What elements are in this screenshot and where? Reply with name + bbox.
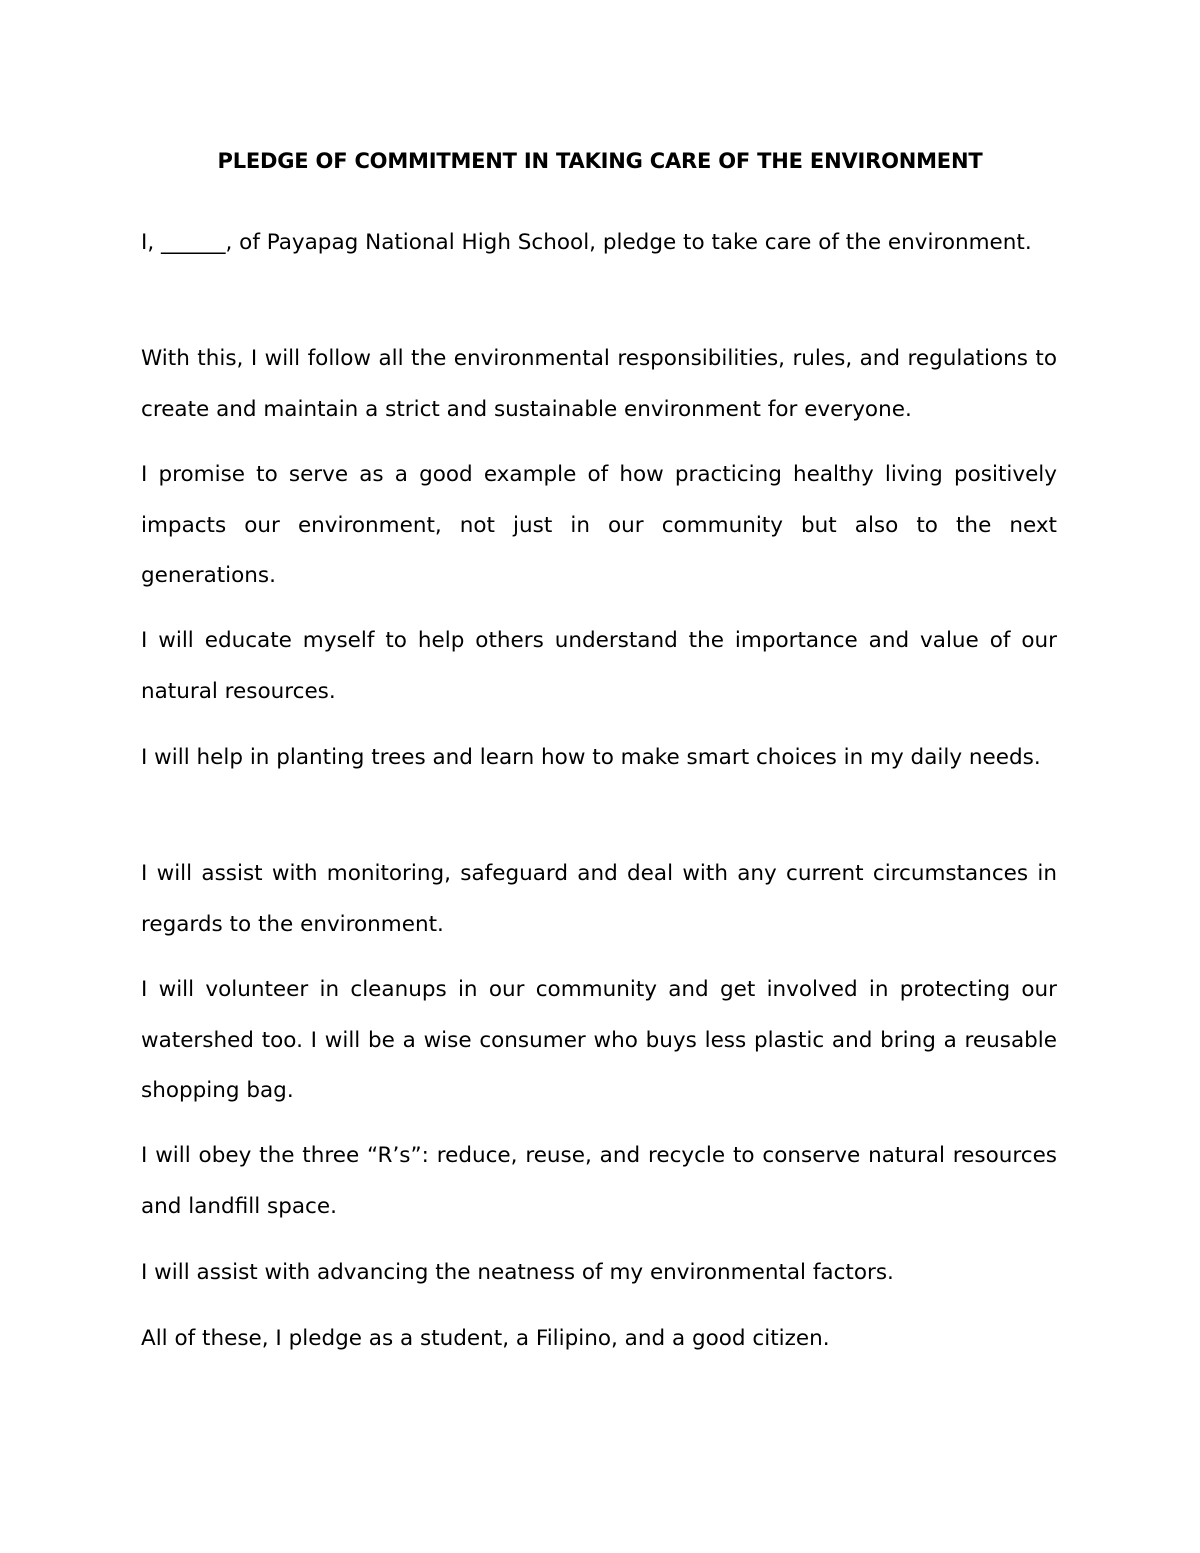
paragraph-follow-rules: With this, I will follow all the environmental responsibilities, rules, and regulations to create and maintain a strict and sustainable environment for everyone. [141, 346, 1057, 422]
paragraph-pledge-intro: I, ______, of Payapag National High School, pledge to take care of the environment. [141, 230, 1032, 255]
paragraph-closing: All of these, I pledge as a student, a Filipino, and a good citizen. [141, 1326, 830, 1351]
document-title: PLEDGE OF COMMITMENT IN TAKING CARE OF THE ENVIRONMENT [217, 149, 983, 173]
paragraph-good-example: I promise to serve as a good example of how practicing healthy living positively impacts our environment, not just in our community but also to the next generations. [141, 462, 1057, 588]
paragraph-monitoring: I will assist with monitoring, safeguard and deal with any current circumstances in regards to the environment. [141, 861, 1057, 937]
paragraph-neatness: I will assist with advancing the neatness of my environmental factors. [141, 1260, 894, 1285]
paragraph-volunteer: I will volunteer in cleanups in our community and get involved in protecting our watershed too. I will be a wise consumer who buys less plastic and bring a reusable shopping bag. [141, 977, 1057, 1103]
paragraph-three-rs: I will obey the three “R’s”: reduce, reuse, and recycle to conserve natural resources and landfill space. [141, 1143, 1057, 1219]
paragraph-educate: I will educate myself to help others understand the importance and value of our natural resources. [141, 628, 1057, 704]
paragraph-planting-trees: I will help in planting trees and learn how to make smart choices in my daily needs. [141, 745, 1041, 770]
